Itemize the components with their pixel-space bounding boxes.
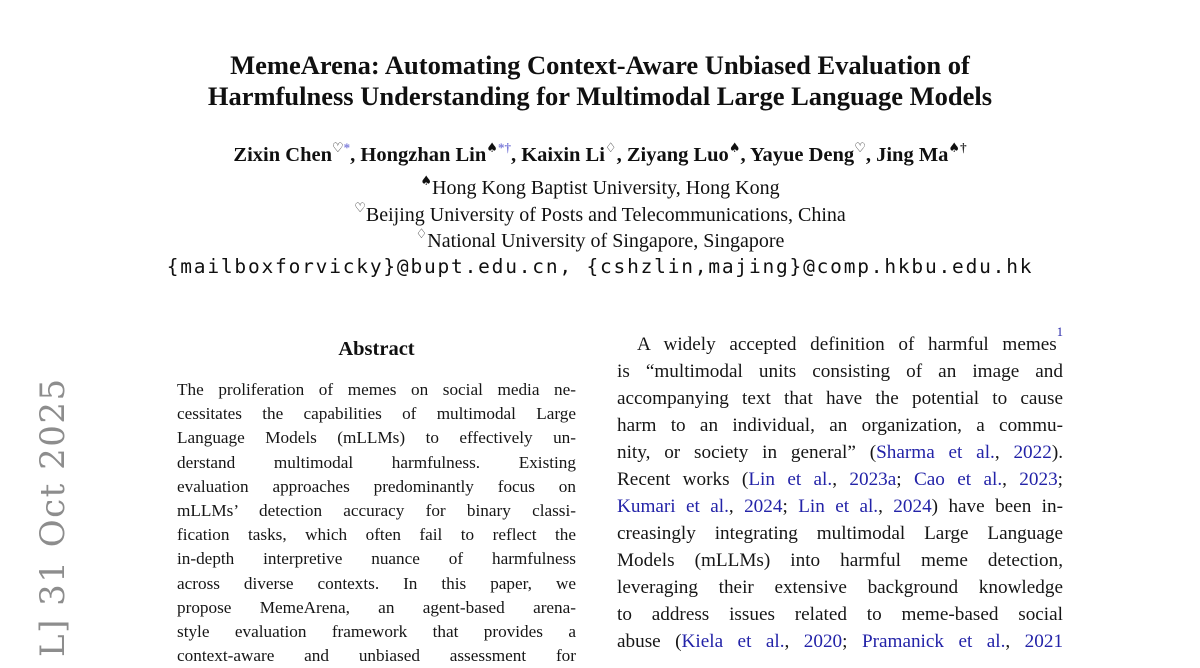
author-name: Hongzhan Lin: [360, 144, 487, 166]
intro-text-line: [617, 493, 1063, 520]
body-text: ) have been in-: [931, 496, 1063, 517]
paper-title: [0, 50, 1200, 112]
abstract-line: style evaluation framework that provides a: [177, 621, 576, 641]
abstract-line: The proliferation of memes on social media ne-: [177, 380, 576, 399]
author-separator: ,: [350, 144, 361, 166]
author-footnote-mark: †: [960, 140, 967, 156]
author-name: Ziyang Luo: [626, 144, 729, 166]
body-text: ,: [994, 442, 1014, 463]
citation-link[interactable]: 2020: [803, 631, 843, 652]
body-text: creasingly integrating multimodal Large Language: [617, 523, 1063, 544]
affiliation-mark: ♡: [354, 200, 366, 216]
footnote-ref[interactable]: 1: [1056, 324, 1063, 339]
author-affiliation-mark: ♡: [854, 141, 866, 157]
citation-link[interactable]: 2022: [1013, 442, 1052, 463]
intro-text-line: [617, 574, 1063, 601]
affiliation-line: [0, 175, 1200, 202]
citation-link[interactable]: 2024: [893, 496, 932, 517]
citation-link[interactable]: 2021: [1024, 631, 1064, 652]
abstract-section: [177, 337, 576, 668]
abstract-line: evaluation approaches predominantly focus on: [177, 476, 576, 496]
paper-title-line: MemeArena: Automating Context-Aware Unbiased Evaluation of: [230, 50, 970, 80]
author-name: Zixin Chen: [233, 144, 332, 166]
citation-link[interactable]: Pramanick et al.: [861, 631, 1006, 652]
author-emails: {mailboxforvicky}@bupt.edu.cn, {cshzlin,majing}@comp.hkbu.edu.hk: [166, 255, 1034, 278]
intro-text-line: [617, 439, 1063, 466]
body-text: ;: [842, 631, 862, 652]
abstract-heading: Abstract: [338, 338, 415, 360]
paper-title-line: Harmfulness Understanding for Multimodal Large Language Models: [207, 81, 993, 111]
author-affiliation-mark: ♠: [948, 141, 961, 157]
citation-link[interactable]: Kumari et al.: [617, 496, 729, 517]
body-text: is “multimodal units consisting of an image and: [617, 361, 1063, 382]
author-separator: ,: [616, 144, 627, 166]
body-text: ,: [728, 496, 745, 517]
body-text: to address issues related to meme-based social: [617, 604, 1063, 625]
body-text: abuse (: [617, 631, 682, 652]
abstract-line: mLLMs’ detection accuracy for binary classi-: [177, 500, 576, 520]
author-name: Jing Ma: [876, 144, 949, 166]
body-text: harm to an individual, an organization, a commu-: [617, 415, 1063, 436]
affiliation-text: National University of Singapore, Singapore: [427, 230, 785, 252]
intro-text-line: [617, 358, 1063, 385]
abstract-line: cessitates the capabilities of multimodal Large: [177, 404, 576, 424]
author-affiliation-mark: ♠: [486, 141, 498, 157]
author-affiliation-mark: ♢: [604, 141, 617, 157]
affiliation-list: [0, 175, 1200, 255]
citation-link[interactable]: 2023a: [849, 469, 897, 490]
author-name: Yayue Deng: [749, 144, 855, 166]
author-separator: ,: [865, 144, 877, 166]
author-footnote-mark: *: [497, 140, 505, 156]
abstract-line: across diverse contexts. In this paper, we: [177, 573, 576, 593]
author-separator: ,: [740, 144, 750, 166]
abstract-line: fication tasks, which often fail to reflect the: [177, 525, 576, 545]
author-footnote-mark: *: [343, 140, 351, 156]
body-text: Recent works (: [617, 469, 749, 490]
author-name: Kaixin Li: [521, 144, 605, 166]
intro-text-line: [617, 385, 1063, 412]
citation-link[interactable]: Cao et al.: [913, 469, 1003, 490]
abstract-line: Language Models (mLLMs) to effectively un-: [177, 428, 576, 448]
intro-text-line: [617, 412, 1063, 439]
intro-text-line: [617, 547, 1063, 574]
body-text: ;: [1057, 469, 1064, 490]
arxiv-watermark: L] 31 Oct 2025: [33, 377, 73, 657]
author-footnote-mark: †: [504, 140, 511, 156]
intro-text-line: [617, 628, 1063, 655]
citation-link[interactable]: Sharma et al.: [876, 442, 995, 463]
author-separator: ,: [510, 144, 522, 166]
citation-link[interactable]: Lin et al.: [798, 496, 879, 517]
body-text: leveraging their extensive background knowledge: [617, 577, 1063, 598]
affiliation-mark: ♢: [415, 227, 428, 243]
body-text: Models (mLLMs) into harmful meme detection,: [617, 550, 1063, 571]
affiliation-text: Hong Kong Baptist University, Hong Kong: [432, 177, 780, 199]
affiliation-line: [0, 228, 1200, 255]
citation-link[interactable]: Kiela et al.: [681, 631, 785, 652]
abstract-line: context-aware and unbiased assessment for: [177, 646, 576, 666]
author-list: [0, 140, 1200, 167]
intro-text-line: [617, 601, 1063, 628]
body-text: ;: [896, 469, 914, 490]
intro-text-line: [617, 520, 1063, 547]
citation-link[interactable]: 2023: [1019, 469, 1058, 490]
citation-link[interactable]: 2024: [744, 496, 783, 517]
body-text: nity, or society in general” (: [617, 442, 877, 463]
body-text: ;: [782, 496, 799, 517]
affiliation-line: [0, 202, 1200, 229]
body-text: ,: [1002, 469, 1020, 490]
introduction-column: [617, 324, 1064, 655]
citation-link[interactable]: Lin et al.: [748, 469, 833, 490]
intro-text-line: [617, 324, 1063, 358]
body-text: ,: [1005, 631, 1025, 652]
author-affiliation-mark: ♠: [728, 141, 741, 157]
abstract-body: [177, 378, 576, 668]
abstract-line: derstand multimodal harmfulness. Existing: [177, 452, 576, 472]
abstract-line: propose MemeArena, an agent-based arena-: [177, 597, 576, 617]
body-text: ,: [784, 631, 804, 652]
body-text: ).: [1051, 442, 1063, 463]
abstract-line: in-depth interpretive nuance of harmfulness: [177, 549, 576, 569]
body-text: A widely accepted definition of harmful memes: [637, 334, 1057, 355]
author-affiliation-mark: ♡: [331, 141, 344, 157]
affiliation-text: Beijing University of Posts and Telecommunications, China: [365, 203, 846, 226]
body-text: accompanying text that have the potential to cause: [617, 388, 1063, 409]
intro-text-line: [617, 466, 1063, 493]
affiliation-mark: ♠: [420, 174, 433, 190]
body-text: ,: [832, 469, 850, 490]
body-text: ,: [878, 496, 894, 517]
